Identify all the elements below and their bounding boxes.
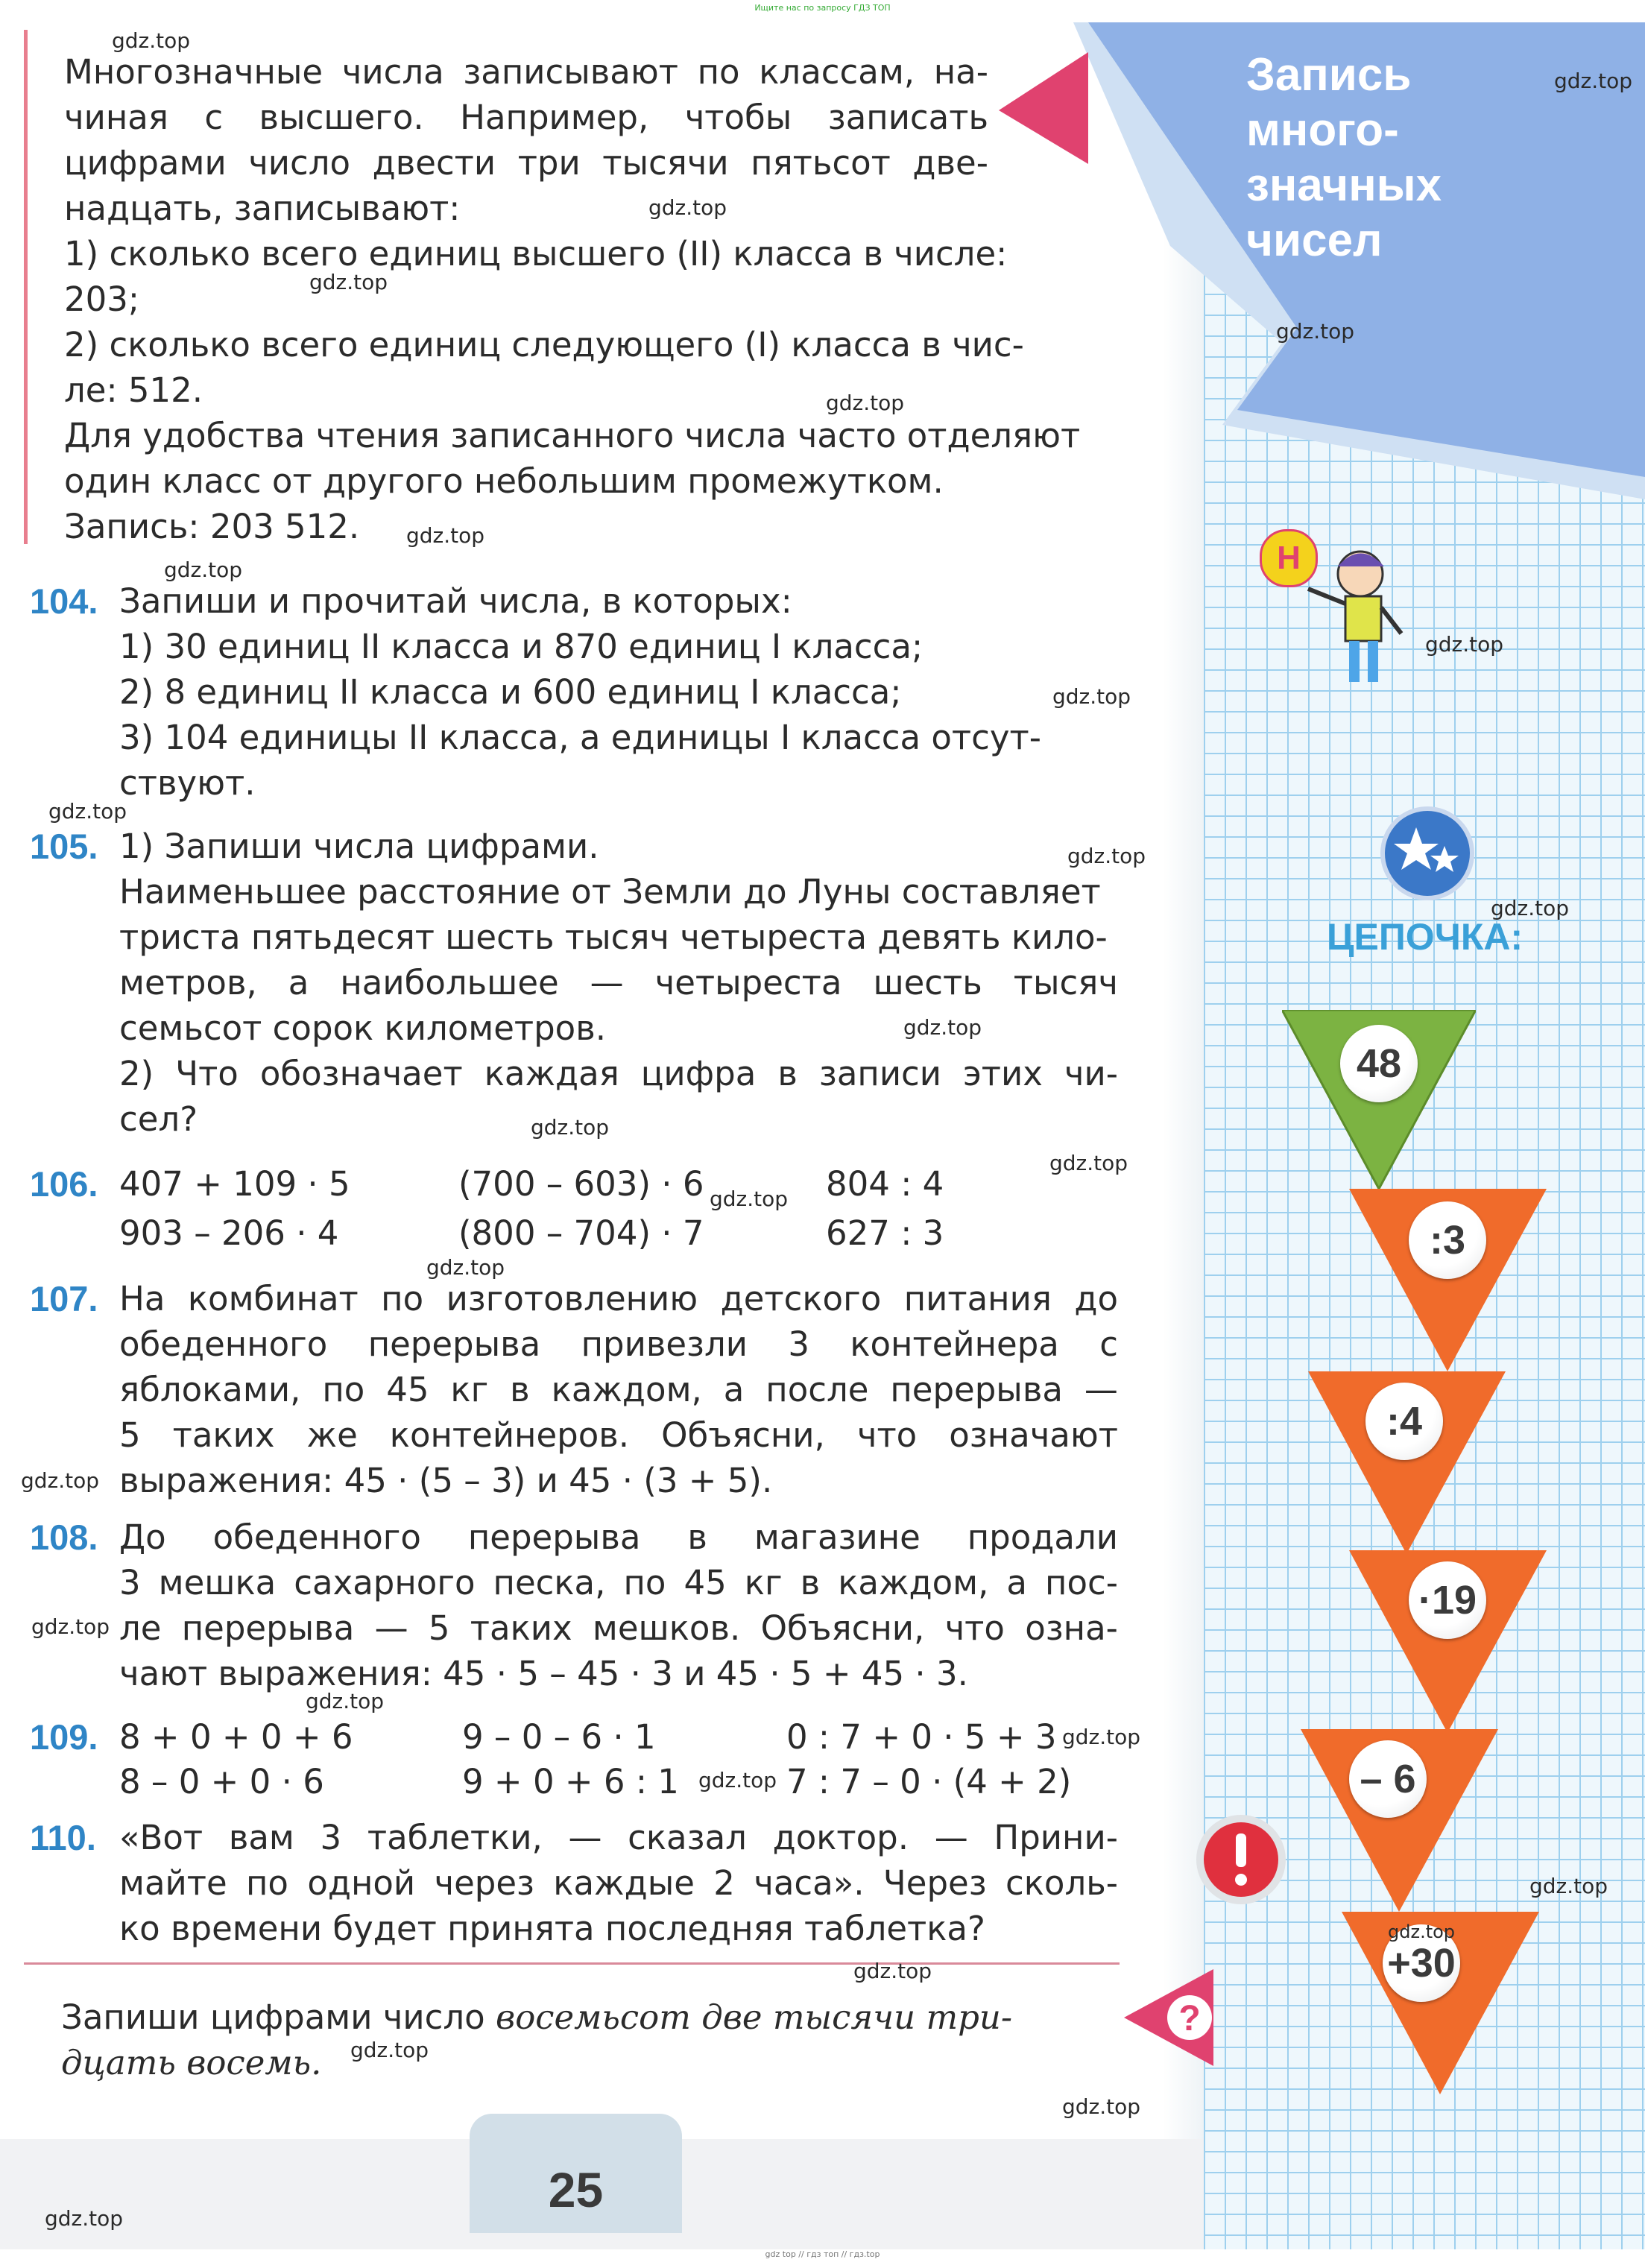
word: этих — [963, 1054, 1043, 1093]
task-line: ко времени будет принята последняя таблетка? — [119, 1909, 985, 1948]
word: Через — [883, 1863, 987, 1903]
word: 5 — [119, 1415, 141, 1455]
word: доктор. — [772, 1818, 909, 1857]
watermark: gdz.top — [1067, 844, 1146, 868]
word: перерыва — [367, 1324, 541, 1364]
task-line: 3) 104 единицы II класса, а единицы I класса отсут- — [119, 718, 1041, 757]
word: пятьсот — [751, 143, 891, 183]
word: 5 — [428, 1608, 450, 1648]
word: таблетки, — [367, 1818, 543, 1857]
watermark: gdz.top — [426, 1255, 505, 1280]
word: а — [288, 963, 309, 1002]
topic-title-line: много- — [1246, 104, 1399, 156]
word: а — [723, 1370, 745, 1409]
word: шесть — [873, 963, 982, 1002]
expression: 903 – 206 · 4 — [119, 1213, 339, 1253]
expression: 7 : 7 – 0 · (4 + 2) — [786, 1762, 1072, 1801]
word: наибольшее — [340, 963, 559, 1002]
task-line: 2) 8 единиц II класса и 600 единиц I класса; — [119, 672, 902, 712]
task-line: 1) 30 единиц II класса и 870 единиц I класса; — [119, 627, 923, 666]
word: Что — [175, 1054, 239, 1093]
word: магазине — [754, 1517, 921, 1557]
intro-line — [64, 140, 988, 186]
word: классам, — [759, 52, 915, 92]
word: что — [856, 1415, 918, 1455]
word: записать — [827, 98, 988, 137]
topic-title — [1246, 48, 1442, 268]
watermark: gdz.top — [164, 557, 243, 582]
word: Многозначные — [64, 52, 323, 92]
word: изготовлению — [446, 1279, 698, 1318]
word: таких — [470, 1608, 572, 1648]
word: привезли — [581, 1324, 748, 1364]
question-line — [61, 1994, 1012, 2040]
word: в — [800, 1563, 821, 1602]
word: цифрами — [64, 143, 227, 183]
expression: 627 : 3 — [826, 1213, 944, 1253]
word: по — [623, 1563, 666, 1602]
question-plain: Запиши цифрами число — [61, 1997, 485, 2037]
task-line — [119, 1321, 1118, 1367]
task-number: 104. — [30, 581, 98, 621]
svg-text:?: ? — [1178, 1999, 1201, 2038]
exclamation-icon — [1193, 1811, 1289, 1908]
word: что — [944, 1608, 1005, 1648]
word: 2 — [713, 1863, 735, 1903]
word: 45 — [683, 1563, 727, 1602]
word: записывают — [463, 52, 678, 92]
watermark: gdz.top — [45, 2206, 124, 2231]
question-line: дцать восемь. — [61, 2043, 322, 2082]
word: чтобы — [684, 98, 792, 137]
word: после — [765, 1370, 869, 1409]
word: а — [1006, 1563, 1027, 1602]
watermark: gdz.top — [1062, 1725, 1141, 1749]
word: — — [568, 1818, 602, 1857]
expression: 9 + 0 + 6 : 1 — [462, 1762, 679, 1801]
task-line: 1) Запиши числа цифрами. — [119, 827, 599, 866]
intro-line: Запись: 203 512. — [64, 507, 360, 546]
intro-line: ле: 512. — [64, 370, 203, 410]
word: каждом, — [838, 1563, 989, 1602]
word: через — [434, 1863, 534, 1903]
expression: 804 : 4 — [826, 1164, 944, 1204]
task-line — [119, 1276, 1118, 1321]
task-number: 109. — [30, 1717, 98, 1757]
expression: 8 + 0 + 0 + 6 — [119, 1717, 353, 1757]
watermark: gdz.top — [698, 1768, 777, 1792]
word: озна- — [1025, 1608, 1118, 1648]
watermark: gdz.top — [710, 1187, 789, 1211]
watermark: gdz.top — [903, 1015, 982, 1040]
word: в — [510, 1370, 530, 1409]
word: же — [306, 1415, 358, 1455]
watermark: gdz.top — [406, 523, 485, 548]
intro-line: 2) сколько всего единиц следующего (I) класса в чис- — [64, 325, 1024, 364]
watermark: gdz.top — [1276, 319, 1355, 344]
page-number: 25 — [548, 2162, 604, 2217]
topic-title-line: чисел — [1246, 215, 1383, 266]
task-line: Наименьшее расстояние от Земли до Луны составляет — [119, 872, 1101, 912]
word: мешков. — [592, 1608, 741, 1648]
intro-line: 203; — [64, 279, 140, 319]
expression: 9 – 0 – 6 · 1 — [462, 1717, 656, 1757]
task-line — [119, 1367, 1118, 1412]
word: кг — [744, 1563, 783, 1602]
word: по — [322, 1370, 365, 1409]
chain-value: ·19 — [1409, 1561, 1486, 1639]
watermark: gdz.top — [1491, 896, 1570, 920]
word: Объясни, — [661, 1415, 825, 1455]
top-note: Ищите нас по запросу ГДЗ ТОП — [754, 3, 891, 13]
word: число — [248, 143, 351, 183]
chain-value: :3 — [1409, 1201, 1486, 1279]
intro-line: один класс от другого небольшим промежутком. — [64, 461, 944, 501]
word: в — [777, 1054, 798, 1093]
expression: 407 + 109 · 5 — [119, 1164, 350, 1204]
task-line — [119, 1051, 1118, 1096]
word: кг — [450, 1370, 489, 1409]
watermark: gdz.top — [853, 1959, 932, 1983]
topic-title-line: Запись — [1246, 49, 1412, 101]
word: таких — [172, 1415, 275, 1455]
word: перерыва — [890, 1370, 1063, 1409]
word: На — [119, 1279, 165, 1318]
expression: (700 – 603) · 6 — [458, 1164, 704, 1204]
word: высшего. — [259, 98, 424, 137]
word: Например, — [460, 98, 649, 137]
task-line — [119, 1514, 1118, 1560]
word: с — [1099, 1324, 1118, 1364]
stars-icon — [1379, 805, 1476, 902]
watermark: gdz.top — [350, 2038, 429, 2062]
watermark: gdz.top — [48, 799, 127, 824]
word: продали — [967, 1517, 1118, 1557]
word: означают — [949, 1415, 1118, 1455]
word: Объясни, — [760, 1608, 925, 1648]
word: мешка — [158, 1563, 277, 1602]
watermark: gdz.top — [112, 28, 191, 53]
watermark: gdz.top — [531, 1115, 610, 1140]
task-line — [119, 1860, 1118, 1906]
expression: 0 : 7 + 0 · 5 + 3 — [786, 1717, 1057, 1757]
task-line: чают выражения: 45 · 5 – 45 · 3 и 45 · 5 + 45 · 3. — [119, 1654, 968, 1693]
watermark: gdz.top — [31, 1614, 110, 1639]
watermark: gdz.top — [309, 270, 388, 294]
intro-line: Для удобства чтения записанного числа часто отделяют — [64, 416, 1081, 455]
task-line: ствуют. — [119, 763, 256, 803]
watermark: gdz.top — [1425, 632, 1504, 657]
word: обеденного — [119, 1324, 328, 1364]
word: — — [590, 963, 624, 1002]
watermark: gdz.top — [1388, 1921, 1456, 1942]
task-line: семьсот сорок километров. — [119, 1008, 607, 1048]
watermark: gdz.top — [826, 391, 905, 415]
word: цифра — [640, 1054, 757, 1093]
watermark: gdz.top — [1554, 69, 1633, 93]
word: двести — [372, 143, 496, 183]
word: песка, — [493, 1563, 606, 1602]
task-line — [119, 1815, 1118, 1860]
word: Прини- — [994, 1818, 1118, 1857]
task-line — [119, 1412, 1118, 1458]
bottom-note: gdz top // гдз топ // гдз.top — [765, 2249, 880, 2259]
intro-line — [64, 95, 988, 140]
word: по — [246, 1863, 288, 1903]
word: по — [697, 52, 740, 92]
word: тысячи — [602, 143, 729, 183]
word: детского — [720, 1279, 882, 1318]
task-number: 110. — [30, 1818, 96, 1857]
word: ле — [119, 1608, 162, 1648]
task-line — [119, 1605, 1118, 1651]
watermark: gdz.top — [648, 195, 727, 220]
task-number: 107. — [30, 1279, 98, 1318]
word: сколь- — [1005, 1863, 1118, 1903]
task-line: триста пятьдесят шесть тысяч четыреста девять кило- — [119, 917, 1108, 957]
word: с — [204, 98, 224, 137]
word: 45 — [386, 1370, 429, 1409]
word: три — [517, 143, 581, 183]
word: до — [1074, 1279, 1118, 1318]
chain-value: +30 — [1383, 1924, 1460, 2002]
question-number-words: восемьсот две тысячи три- — [496, 1997, 1013, 2037]
word: в — [687, 1517, 707, 1557]
word: сахарного — [294, 1563, 476, 1602]
word: вам — [228, 1818, 294, 1857]
rule-margin-line — [24, 30, 28, 544]
watermark: gdz.top — [1049, 1151, 1128, 1175]
chain-value: :4 — [1365, 1383, 1443, 1460]
word: перерыва — [467, 1517, 641, 1557]
word: До — [119, 1517, 166, 1557]
chain-value: – 6 — [1349, 1740, 1427, 1818]
word: «Вот — [119, 1818, 203, 1857]
topic-title-line: значных — [1246, 159, 1442, 211]
word: каждые — [553, 1863, 695, 1903]
intro-line: 1) сколько всего единиц высшего (II) класса в числе: — [64, 234, 1008, 274]
word: 2) — [119, 1054, 154, 1093]
word: обозначает — [259, 1054, 463, 1093]
task-line — [119, 960, 1118, 1005]
word: записи — [818, 1054, 942, 1093]
word: одной — [307, 1863, 416, 1903]
task-number: 106. — [30, 1164, 98, 1204]
word: 3 — [788, 1324, 809, 1364]
word: питания — [903, 1279, 1052, 1318]
word: каждом, — [551, 1370, 702, 1409]
task-line — [119, 1560, 1118, 1605]
task-line: сел? — [119, 1099, 198, 1139]
word: чи- — [1064, 1054, 1118, 1093]
word: тысяч — [1013, 963, 1118, 1002]
chain-label: ЦЕПОЧКА: — [1327, 916, 1524, 958]
word: 3 — [119, 1563, 141, 1602]
word: сказал — [628, 1818, 747, 1857]
word: обеденного — [212, 1517, 421, 1557]
task-number: 105. — [30, 827, 98, 866]
watermark: gdz.top — [21, 1468, 100, 1493]
word: контейнера — [850, 1324, 1059, 1364]
word: комбинат — [187, 1279, 359, 1318]
word: пос- — [1045, 1563, 1118, 1602]
word: чиная — [64, 98, 168, 137]
watermark: gdz.top — [306, 1689, 385, 1713]
intro-line: надцать, записывают: — [64, 189, 461, 228]
word: 3 — [320, 1818, 342, 1857]
word: числа — [341, 52, 444, 92]
word: на- — [933, 52, 988, 92]
task-number: 108. — [30, 1517, 98, 1557]
word: две- — [912, 143, 988, 183]
watermark: gdz.top — [1052, 684, 1131, 709]
intro-line — [64, 49, 988, 95]
watermark: gdz.top — [1062, 2094, 1141, 2119]
title-arrow-icon — [999, 52, 1088, 171]
word: по — [381, 1279, 424, 1318]
word: яблоками, — [119, 1370, 301, 1409]
separator-line — [24, 1962, 1120, 1965]
word: — — [1084, 1370, 1118, 1409]
word: — — [374, 1608, 408, 1648]
word: часа». — [754, 1863, 865, 1903]
word: майте — [119, 1863, 227, 1903]
chain-value: 48 — [1340, 1025, 1418, 1102]
watermark: gdz.top — [1529, 1874, 1608, 1898]
word: четыреста — [654, 963, 842, 1002]
word: контейнеров. — [389, 1415, 630, 1455]
task-line: Запиши и прочитай числа, в которых: — [119, 581, 792, 621]
word: метров, — [119, 963, 257, 1002]
expression: 8 – 0 + 0 · 6 — [119, 1762, 324, 1801]
word: каждая — [484, 1054, 619, 1093]
word: перерыва — [181, 1608, 355, 1648]
word: — — [934, 1818, 968, 1857]
question-icon — [1124, 1969, 1213, 2066]
expression: (800 – 704) · 7 — [458, 1213, 704, 1253]
letter-badge: Н — [1260, 529, 1318, 587]
task-line: выражения: 45 · (5 – 3) и 45 · (3 + 5). — [119, 1461, 773, 1500]
